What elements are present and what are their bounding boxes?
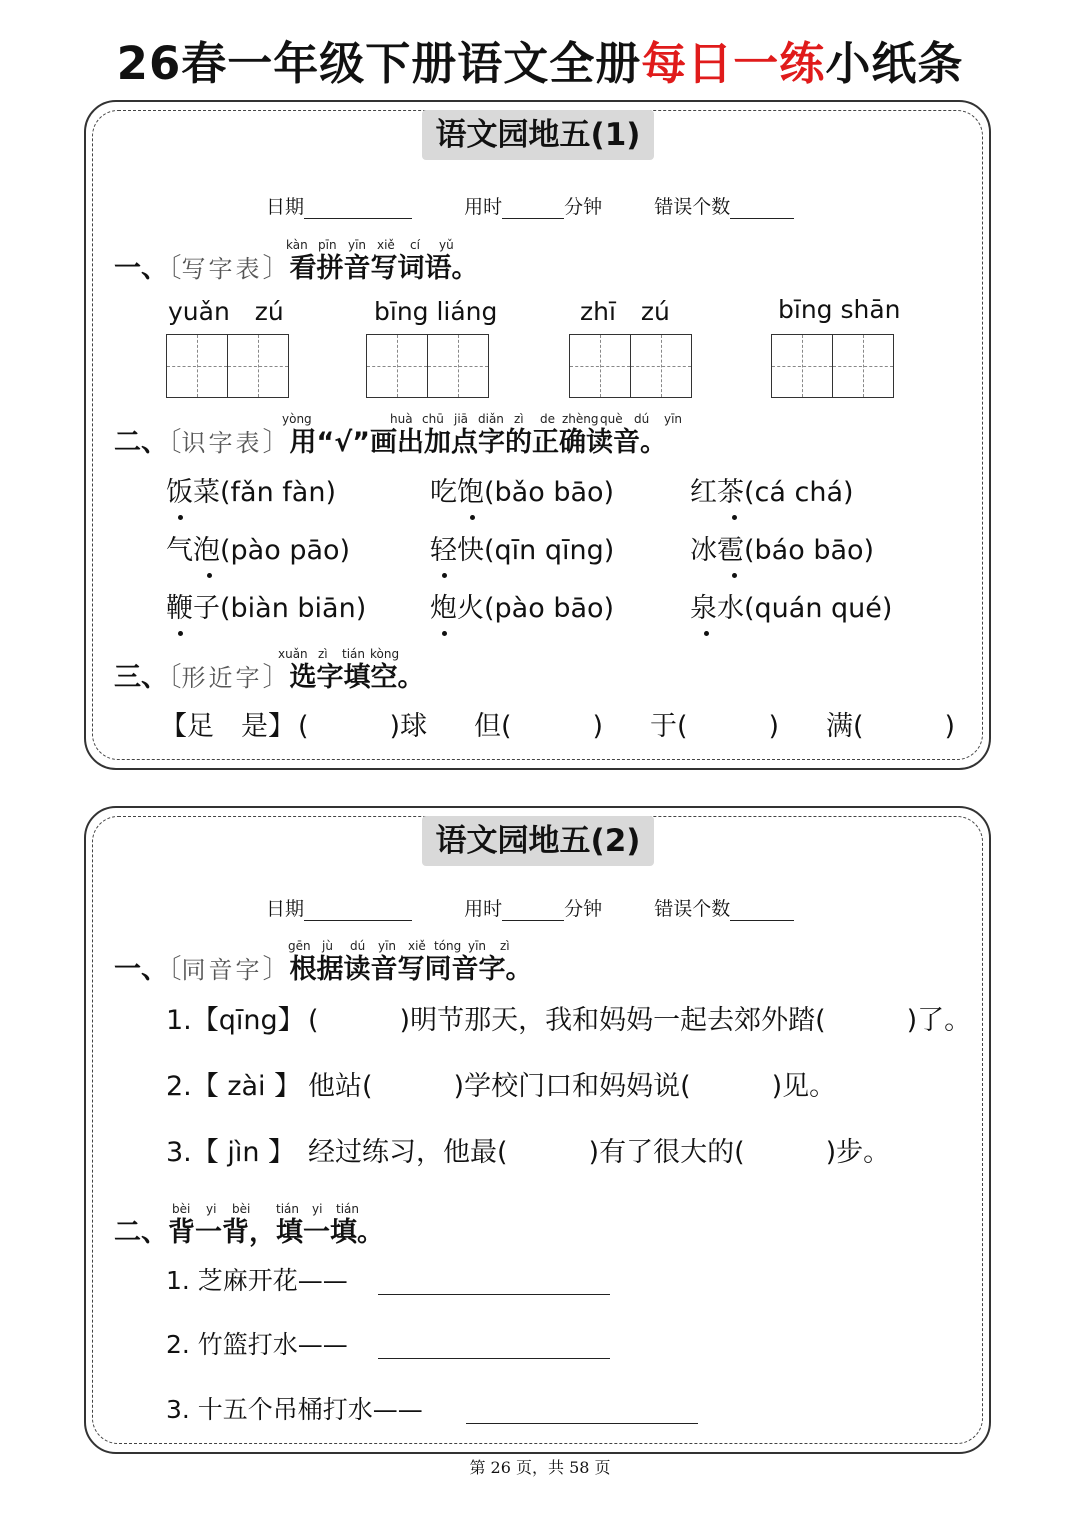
writing-grid-3[interactable] bbox=[569, 334, 692, 398]
q1-tag: 同音字 bbox=[181, 956, 263, 984]
minute-label: 分钟 bbox=[564, 196, 603, 218]
reading-item[interactable]: 轻快(qīn qīng) bbox=[430, 535, 615, 566]
emphasis-dot bbox=[732, 573, 737, 578]
worksheet-card-2: 语文园地五(2) 日期 用时 分钟 错误个数 gēn jù dú yīn xiě tóng yīn zì 一、〔同音字〕根据读音写同音字。 1.【qīng】 ( )明节那天，我和妈妈一起去郊外踏( )了。 2.【 zài 】 他站( )学校门口和妈妈说( )见。 3.【 jìn 】 经过练习，他最( )有了很大的( )步。 bèi yi bèi tián yi tián 二、背一背，填一填。 1. 芝麻开花—— 2. 竹篮打水—— 3. 十五个吊桶打水—— bbox=[84, 806, 991, 1454]
fill-blank[interactable]: 满( ) bbox=[826, 711, 956, 742]
emphasis-dot bbox=[207, 573, 212, 578]
emphasis-dot bbox=[442, 573, 447, 578]
meta-row bbox=[266, 195, 794, 219]
reading-item[interactable]: 吃饱(bǎo bāo) bbox=[430, 477, 615, 508]
emphasis-dot bbox=[470, 515, 475, 520]
page-footer: 第 26 页，共 58 页 bbox=[469, 1458, 611, 1477]
q2-heading: 二、背一背，填一填。 bbox=[114, 1217, 384, 1248]
answer-line[interactable] bbox=[378, 1294, 610, 1295]
errors-blank[interactable] bbox=[730, 900, 794, 921]
page-title bbox=[0, 34, 1080, 94]
date-label: 日期 bbox=[266, 898, 305, 920]
q3-heading: 三、〔形近字〕选字填空。 bbox=[114, 662, 425, 693]
word-pinyin-1: yuǎn zú bbox=[168, 297, 284, 326]
reading-item[interactable]: 鞭子(biàn biān) bbox=[166, 593, 367, 624]
answer-line[interactable] bbox=[466, 1423, 698, 1424]
minute-label: 分钟 bbox=[564, 898, 603, 920]
reading-item[interactable]: 红茶(cá chá) bbox=[690, 477, 854, 508]
time-blank[interactable] bbox=[502, 198, 564, 219]
q1-heading: 一、〔同音字〕根据读音写同音字。 bbox=[114, 954, 533, 985]
proverb-line: 2. 竹篮打水—— bbox=[166, 1330, 348, 1359]
reading-item[interactable]: 气泡(pào pāo) bbox=[166, 535, 351, 566]
date-label: 日期 bbox=[266, 196, 305, 218]
date-blank[interactable] bbox=[304, 900, 412, 921]
proverb-line: 1. 芝麻开花—— bbox=[166, 1266, 348, 1295]
writing-grid-1[interactable] bbox=[166, 334, 289, 398]
fill-blank[interactable]: ( )球 bbox=[298, 711, 428, 742]
homophone-label: 3.【 jìn 】 bbox=[166, 1137, 296, 1168]
errors-blank[interactable] bbox=[730, 198, 794, 219]
emphasis-dot bbox=[442, 631, 447, 636]
word-pinyin-2: bīng liáng bbox=[374, 297, 498, 326]
proverb-line: 3. 十五个吊桶打水—— bbox=[166, 1395, 423, 1424]
q2-heading: 二、〔识字表〕用“√”画出加点字的正确读音。 bbox=[114, 427, 667, 458]
writing-grid-4[interactable] bbox=[771, 334, 894, 398]
emphasis-dot bbox=[704, 631, 709, 636]
homophone-label: 1.【qīng】 bbox=[166, 1005, 305, 1036]
fill-blank[interactable]: 于( ) bbox=[650, 711, 780, 742]
q1-tag: 写字表 bbox=[181, 255, 263, 283]
reading-item[interactable]: 冰雹(báo bāo) bbox=[690, 535, 875, 566]
homophone-sentence[interactable]: 他站( )学校门口和妈妈说( )见。 bbox=[308, 1071, 837, 1102]
writing-grid-2[interactable] bbox=[366, 334, 489, 398]
homophone-sentence[interactable]: 经过练习，他最( )有了很大的( )步。 bbox=[308, 1137, 891, 1168]
char-choices: 【足 是】 bbox=[160, 711, 295, 742]
title-part3: 小纸条 bbox=[825, 37, 964, 90]
reading-item[interactable]: 炮火(pào bāo) bbox=[430, 593, 615, 624]
word-pinyin-3: zhī zú bbox=[580, 297, 670, 326]
word-pinyin-4: bīng shān bbox=[778, 295, 901, 324]
reading-item[interactable]: 饭菜(fǎn fàn) bbox=[166, 477, 336, 508]
q2-tag: 识字表 bbox=[181, 429, 263, 457]
errors-label: 错误个数 bbox=[654, 196, 731, 218]
emphasis-dot bbox=[732, 515, 737, 520]
time-label: 用时 bbox=[464, 196, 503, 218]
emphasis-dot bbox=[178, 515, 183, 520]
errors-label: 错误个数 bbox=[654, 898, 731, 920]
homophone-label: 2.【 zài 】 bbox=[166, 1071, 302, 1102]
fill-blank[interactable]: 但( ) bbox=[474, 711, 604, 742]
emphasis-dot bbox=[178, 631, 183, 636]
time-blank[interactable] bbox=[502, 900, 564, 921]
answer-line[interactable] bbox=[378, 1358, 610, 1359]
date-blank[interactable] bbox=[304, 198, 412, 219]
card-title: 语文园地五(1) bbox=[422, 110, 654, 160]
time-label: 用时 bbox=[464, 898, 503, 920]
reading-item[interactable]: 泉水(quán qué) bbox=[690, 593, 893, 624]
q3-tag: 形近字 bbox=[181, 664, 263, 692]
meta-row bbox=[266, 897, 794, 921]
q1-heading: 一、〔写字表〕看拼音写词语。 bbox=[114, 253, 479, 284]
card-title: 语文园地五(2) bbox=[422, 816, 654, 866]
worksheet-card-1: 语文园地五(1) 日期 用时 分钟 错误个数 kàn pīn yīn xiě cí yǔ 一、〔写字表〕看拼音写词语。 yuǎn zú bīng liáng zhī zú bīng shān yòng huà chū jiā diǎn zì de zhèng què dú yīn 二、〔识字表〕用“√”画出加点字的正确读音。 饭菜(fǎn fàn) 吃饱(bǎo bāo) 红茶(cá chá) 气泡(pào pāo) 轻快(qīn qīng) 冰雹(báo bāo) 鞭子(biàn biān) 炮火(pào bāo) 泉水(quán qué) xuǎn zì tián kòng 三、〔形近字〕选字填空。 【足 是】 ( )球 但( ) 于( ) 满( ) bbox=[84, 100, 991, 770]
title-part1: 26春一年级下册语文全册 bbox=[116, 37, 642, 90]
homophone-sentence[interactable]: ( )明节那天，我和妈妈一起去郊外踏( )了。 bbox=[308, 1005, 972, 1036]
title-part2: 每日一练 bbox=[641, 37, 826, 90]
